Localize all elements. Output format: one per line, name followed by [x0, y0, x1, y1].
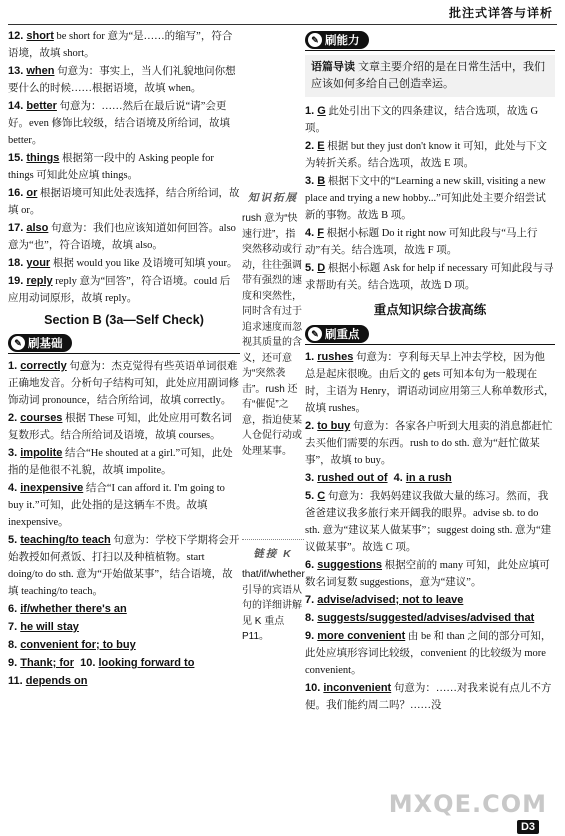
entry-explanation: 根据语境可知此处表选择，结合所给词，故填 or。	[8, 188, 240, 216]
entry-number: 9.	[305, 630, 318, 642]
entry-number: 4.	[305, 227, 318, 239]
entry-answer: or	[26, 187, 38, 199]
basic-entry	[8, 655, 240, 672]
basic-entry	[8, 673, 240, 690]
key-entry	[305, 610, 555, 627]
key-entry	[305, 349, 555, 417]
entry-explanation: 根据小标题 Do it right now 可知此段与“马上行动”有关。结合选项，故选 F 项。	[305, 228, 538, 256]
entry-answer: more convenient	[317, 630, 406, 642]
entry-answer: rushed out of	[317, 472, 388, 484]
reading-guide-text: 文章主要介绍的是在日常生活中，我们应该如何多给自己创造幸运。	[311, 61, 546, 90]
entry-explanation: 句意为：事实上，当人们礼貌地问你想要什么的时候……根据语境，故填 when。	[8, 66, 236, 94]
basic-entry	[8, 480, 240, 531]
entry-explanation: reply 意为“回答”，符合语境。could 后应用动词原形，故填 reply。	[8, 276, 231, 304]
entry-number: 4.	[8, 482, 21, 494]
entry-explanation: 根据小标题 Ask for help if necessary 可知此段与寻求帮助有关。结合选项，故选 D 项。	[305, 263, 554, 291]
entry-number: 3.	[8, 447, 21, 459]
tag-ability	[305, 31, 369, 49]
entry-number: 6.	[8, 603, 21, 615]
entry-number: 7.	[305, 594, 318, 606]
entry-answer: F	[317, 227, 324, 239]
entry-number: 12.	[8, 30, 27, 42]
entry-explanation: 句意为：亨利每天早上冲去学校，因为他总是起床很晚。由后文的 gets 可知本句为一般现在时，主语为 Henry，谓语动词应用第三人称单数形式，故填 rushes。	[305, 352, 555, 414]
pencil-icon: ✎	[11, 336, 25, 350]
basic-entry	[8, 601, 240, 618]
entry-number: 13.	[8, 65, 27, 77]
entry-number: 2.	[305, 140, 318, 152]
tag-key-row	[305, 322, 555, 345]
basic-entry	[8, 532, 240, 600]
tag-basic-label: 刷基础	[28, 338, 63, 350]
entry-number: 5.	[305, 262, 318, 274]
side-link-body: that/if/whether 引导的宾语从句的详细讲解见 K 重点 P11。	[242, 569, 305, 642]
ability-entry	[305, 225, 555, 259]
entry-number: 16.	[8, 187, 27, 199]
entry-number: 8.	[8, 639, 21, 651]
entry-explanation: 句意为：各家各户听到大甩卖的消息都赶忙去买他们需要的东西。rush to do sth. 意为“赶忙做某事”，故填 to buy。	[305, 421, 553, 466]
side-divider	[242, 539, 304, 540]
entry-explanation: 句意为：杰克觉得有些英语单词很难正确地发音。分析句子结构可知，此处应用副词修饰动词 pronounce，结合所给词，故填 correctly。	[8, 361, 239, 406]
entry-explanation: 根据空前的 many 可知，此处应填可数名词复数 suggestions，意为“建议”。	[305, 560, 550, 588]
right-column	[305, 28, 555, 715]
entry-number: 9.	[8, 657, 21, 669]
entry-number: 15.	[8, 152, 27, 164]
entry-answer: inconvenient	[323, 682, 392, 694]
entry-explanation: 根据 These 可知，此处应用可数名词复数形式。结合所给词及语境，故填 courses。	[8, 413, 232, 441]
basic-entry-list	[8, 358, 240, 690]
entry-answer: if/whether there's an	[20, 603, 127, 615]
left-entry	[8, 220, 240, 254]
side-link-heading: 链接 K	[253, 548, 293, 560]
entry-number: 3.	[305, 175, 318, 187]
entry-answer: C	[317, 490, 326, 502]
entry-number: 5.	[8, 534, 21, 546]
tag-key-label: 刷重点	[325, 329, 360, 341]
entry-explanation: 句意为：我们也应该知道如何回答。also 意为“也”，符合语境，故填 also。	[8, 223, 236, 251]
entry-number: 1.	[8, 360, 21, 372]
basic-entry	[8, 410, 240, 444]
entry-answer: looking forward to	[98, 657, 195, 669]
entry-explanation: 结合“He shouted at a girl.”可知，此处指的是他很不礼貌，故填 impolite。	[8, 448, 233, 476]
left-entry	[8, 273, 240, 307]
entry-explanation: 根据第一段中的 Asking people for things 可知此处应填 things。	[8, 153, 214, 181]
entry-number: 6.	[305, 559, 318, 571]
left-entry	[8, 150, 240, 184]
entry-answer: things	[26, 152, 60, 164]
left-entry	[8, 255, 240, 272]
entry-number: 7.	[8, 621, 21, 633]
entry-explanation: 句意为：学校下学期将会开始教授如何煮饭、打扫以及种植植物。start doing/to do sth. 意为“开始做某事”，结合语境，故填 teaching/to teach。	[8, 535, 240, 597]
key-entry	[305, 488, 555, 556]
key-entry	[305, 557, 555, 591]
tag-basic-row	[8, 331, 240, 354]
entry-number: 2.	[8, 412, 21, 424]
entry-answer: suggestions	[317, 559, 383, 571]
left-column	[8, 28, 240, 691]
entry-answer: your	[26, 257, 51, 269]
entry-number: 18.	[8, 257, 27, 269]
entry-answer: inexpensive	[20, 482, 84, 494]
entry-explanation: 根据 but they just don't know it 可知，此处与下文为转折关系。结合选项，故选 E 项。	[305, 141, 547, 169]
entry-answer: E	[317, 140, 325, 152]
tag-ability-row	[305, 28, 555, 51]
key-entry	[305, 680, 555, 714]
side-note-heading: 知识拓展	[248, 192, 298, 204]
tag-key	[305, 325, 369, 343]
entry-answer: suggests/suggested/advises/advised that	[317, 612, 535, 624]
ability-entry	[305, 260, 555, 294]
entry-number: 1.	[305, 351, 318, 363]
entry-answer: courses	[20, 412, 63, 424]
entry-answer: D	[317, 262, 326, 274]
key-entry-list	[305, 349, 555, 714]
entry-number: 4.	[393, 472, 406, 484]
section-b-title: Section B (3a—Self Check)	[44, 313, 204, 327]
key-entry	[305, 418, 555, 469]
entry-answer: rushes	[317, 351, 354, 363]
entry-answer: to buy	[317, 420, 351, 432]
left-entry	[8, 185, 240, 219]
entry-number: 3.	[305, 472, 318, 484]
section-key-title: 重点知识综合拔高练	[373, 303, 487, 317]
key-entry	[305, 470, 555, 487]
entry-answer: G	[317, 105, 326, 117]
key-entry	[305, 628, 555, 679]
entry-explanation: 由 be 和 than 之间的部分可知，此处应填形容词比较级，convenient 的比较级为 more convenient。	[305, 631, 552, 676]
ability-entry	[305, 103, 555, 137]
entry-answer: Thank; for	[20, 657, 75, 669]
basic-entry	[8, 637, 240, 654]
entry-answer: he will stay	[20, 621, 79, 633]
entry-number: 1.	[305, 105, 318, 117]
pencil-icon: ✎	[308, 327, 322, 341]
ability-entry	[305, 138, 555, 172]
page-number: D3	[517, 820, 539, 834]
basic-entry	[8, 358, 240, 409]
entry-answer: teaching/to teach	[20, 534, 111, 546]
entry-answer: convenient for; to buy	[20, 639, 136, 651]
entry-explanation: 根据下文中的“Learning a new skill, visiting a new place and trying a new hobby...”可知此处主要介绍尝试新的事物。故选 B 项。	[305, 176, 546, 221]
page-header-title: 批注式详答与详析	[448, 6, 553, 20]
entry-answer: better	[26, 100, 57, 112]
entry-explanation: 此处引出下文的四条建议，结合选项，故选 G 项。	[305, 106, 539, 134]
tag-ability-label: 刷能力	[325, 35, 360, 47]
entry-explanation: 根据 would you like 及语境可知填 your。	[50, 258, 238, 269]
ability-entry	[305, 173, 555, 224]
entry-number: 14.	[8, 100, 27, 112]
left-entry-list	[8, 28, 240, 307]
pencil-icon: ✎	[308, 33, 322, 47]
header-divider	[8, 24, 557, 25]
side-note-body: rush 意为“快速行进”，指突然移动或行动，往往强调带有强烈的速度和突然性，同时含有过于追求速度而忽视其质量的含义，还可意为“突然袭击”。rush 还有“催促”之意，指迫使某人仓促行动或处理某事。	[242, 213, 302, 457]
entry-explanation: 句意为：我妈妈建议我做大量的练习。然而，我爸爸建议我多旅行来开阔我的眼界。advise sb. to do sth. 意为“建议某人做某事”；suggest doing sth. 意为“建议做某事”。故选 C 项。	[305, 491, 552, 553]
entry-answer: also	[26, 222, 49, 234]
basic-entry	[8, 619, 240, 636]
entry-explanation: 结合“I can afford it. I'm going to buy it.”可知，此处指的是这辆车不贵。故填 inexpensive。	[8, 483, 225, 528]
entry-answer: short	[26, 30, 54, 42]
entry-answer: impolite	[20, 447, 63, 459]
entry-explanation: be short for 意为“是……的缩写”，符合语境，故填 short。	[8, 31, 233, 59]
entry-explanation: 句意为：……对我来说有点儿不方便。我们能约周二吗？……没	[305, 683, 552, 711]
left-entry	[8, 28, 240, 62]
left-entry	[8, 98, 240, 149]
ability-entry-list	[305, 103, 555, 294]
reading-guide-label: 语篇导读	[311, 61, 355, 73]
entry-number: 10.	[80, 657, 99, 669]
entry-answer: depends on	[25, 675, 88, 687]
watermark: MXQE.COM	[388, 790, 547, 818]
entry-answer: correctly	[20, 360, 67, 372]
entry-number: 5.	[305, 490, 318, 502]
entry-answer: B	[317, 175, 326, 187]
entry-answer: when	[26, 65, 55, 77]
entry-answer: reply	[26, 275, 53, 287]
entry-number: 17.	[8, 222, 27, 234]
entry-number: 2.	[305, 420, 318, 432]
key-entry	[305, 592, 555, 609]
entry-number: 10.	[305, 682, 324, 694]
entry-number: 19.	[8, 275, 27, 287]
entry-number: 8.	[305, 612, 318, 624]
entry-answer: in a rush	[405, 472, 452, 484]
left-entry	[8, 63, 240, 97]
reading-guide	[305, 55, 555, 97]
entry-explanation: 句意为：……然后在最后说“请”会更好。even 修饰比较级，结合语境及所给词，故填 better。	[8, 101, 230, 146]
tag-basic	[8, 334, 72, 352]
entry-answer: advise/advised; not to leave	[317, 594, 464, 606]
side-notes	[242, 190, 304, 645]
basic-entry	[8, 445, 240, 479]
entry-number: 11.	[8, 675, 26, 687]
